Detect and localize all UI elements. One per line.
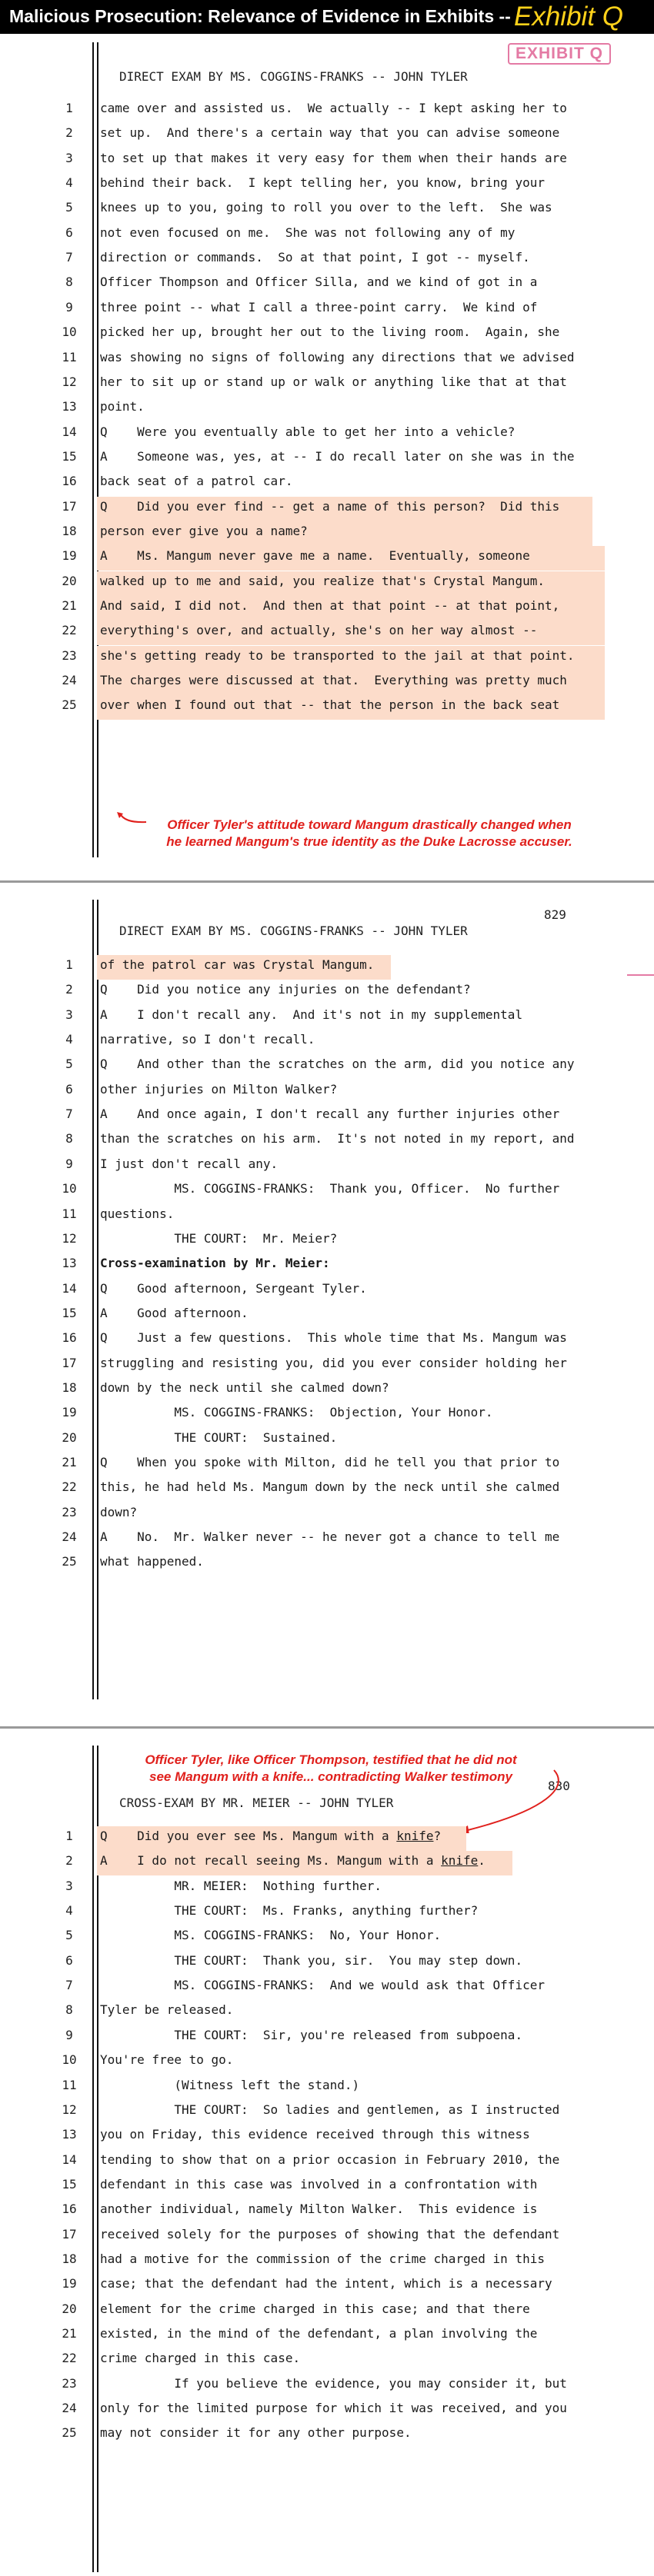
transcript-line: [0, 397, 654, 421]
line-number: 20: [62, 573, 77, 588]
line-text: walked up to me and said, you realize that's Crystal Mangum.: [100, 573, 545, 588]
transcript-line: [0, 2225, 654, 2249]
line-text: person ever give you a name?: [100, 523, 308, 538]
line-text: three point -- what I call a three-point carry. We kind of: [100, 299, 538, 315]
transcript-line: [0, 1054, 654, 1079]
line-number: 18: [62, 523, 77, 538]
transcript-line: [0, 1527, 654, 1552]
underlined-word: knife: [396, 1829, 434, 1843]
transcript-line: [0, 596, 654, 621]
annotation-line: Officer Tyler's attitude toward Mangum drastically changed when: [167, 817, 572, 832]
line-number: 9: [65, 299, 73, 315]
transcript-line: [0, 322, 654, 347]
page-number: 830: [548, 1779, 570, 1793]
line-text: other injuries on Milton Walker?: [100, 1081, 338, 1097]
line-text: struggling and resisting you, did you ever consider holding her: [100, 1355, 567, 1370]
transcript-line: [0, 2100, 654, 2125]
transcript-line: [0, 1104, 654, 1129]
transcript-line: [0, 1503, 654, 1527]
line-text: not even focused on me. She was not following any of my: [100, 225, 516, 240]
line-number: 23: [62, 1504, 77, 1519]
line-number: 12: [62, 374, 77, 389]
transcript-page-3: [0, 1730, 654, 2576]
transcript-line: [0, 2299, 654, 2324]
line-number: 24: [62, 2401, 77, 2416]
transcript-line: [0, 148, 654, 173]
transcript-line: [0, 1353, 654, 1378]
transcript-line: [0, 1975, 654, 2000]
line-text: to set up that makes it very easy for them when their hands are: [100, 150, 567, 165]
line-text: THE COURT: Sir, you're released from subpoena.: [100, 2027, 523, 2042]
line-number: 8: [65, 2002, 73, 2018]
line-text: element for the crime charged in this case; and that there: [100, 2301, 530, 2316]
line-number: 1: [65, 101, 73, 115]
line-number: 20: [62, 1429, 77, 1445]
line-text: over when I found out that -- that the person in the back seat: [100, 697, 560, 713]
line-text: Q Just a few questions. This whole time that Ms. Mangum was: [100, 1330, 567, 1346]
line-number: 6: [65, 225, 73, 240]
line-text: you on Friday, this evidence received through this witness: [100, 2127, 530, 2142]
line-text: Q Were you eventually able to get her into a vehicle?: [100, 424, 516, 439]
line-text: her to sit up or stand up or walk or anything like that at that: [100, 374, 567, 389]
line-number: 21: [62, 598, 77, 613]
line-text: another individual, namely Milton Walker. This evidence is: [100, 2202, 538, 2217]
line-number: 16: [62, 1330, 77, 1346]
line-text: existed, in the mind of the defendant, a plan involving the: [100, 2326, 538, 2341]
line-text: picked her up, brought her out to the living room. Again, she: [100, 324, 560, 340]
transcript-line: [0, 1876, 654, 1901]
line-text: what happened.: [100, 1554, 204, 1569]
line-number: 21: [62, 1455, 77, 1469]
line-text: MS. COGGINS-FRANKS: And we would ask that Officer: [100, 1978, 545, 1993]
exhibit-stamp: EXHIBIT Q: [508, 43, 611, 65]
line-number: 18: [62, 1380, 77, 1395]
line-number: 22: [62, 1479, 77, 1495]
transcript-line: [0, 248, 654, 272]
line-text: A Ms. Mangum never gave me a name. Eventually, someone: [100, 548, 530, 564]
underlined-word: knife: [441, 1853, 479, 1869]
line-number: 7: [65, 1107, 73, 1122]
transcript-line: [0, 1428, 654, 1453]
line-number: 23: [62, 2375, 77, 2391]
transcript-line: [0, 1129, 654, 1153]
line-text: Tyler be released.: [100, 2002, 234, 2018]
transcript-line: [0, 1925, 654, 1950]
running-header: DIRECT EXAM BY MS. COGGINS-FRANKS -- JOHN TYLER: [119, 924, 468, 938]
line-text: crime charged in this case.: [100, 2351, 301, 2366]
line-number: 7: [65, 250, 73, 265]
line-number: 15: [62, 1305, 77, 1320]
transcript-line: [0, 671, 654, 695]
transcript-page-1: [0, 38, 654, 877]
line-text: only for the limited purpose for which it was received, and you: [100, 2401, 567, 2416]
page-title: Malicious Prosecution: Relevance of Evidence in Exhibits --: [9, 6, 511, 26]
transcript-line: [0, 1204, 654, 1229]
line-number: 11: [62, 1206, 77, 1221]
line-number: 19: [62, 1405, 77, 1420]
line-text: If you believe the evidence, you may consider it, but: [100, 2375, 567, 2391]
transcript-line: [0, 1951, 654, 1975]
line-text: THE COURT: Ms. Franks, anything further?: [100, 1903, 479, 1919]
line-text: THE COURT: Sustained.: [100, 1429, 338, 1445]
line-number: 25: [62, 2425, 77, 2441]
line-text: behind their back. I kept telling her, you know, bring your: [100, 175, 545, 191]
page-divider: [0, 880, 654, 883]
line-number: 11: [62, 349, 77, 364]
line-text: narrative, so I don't recall.: [100, 1032, 315, 1047]
transcript-line: [0, 2249, 654, 2274]
line-text: A Someone was, yes, at -- I do recall later on she was in the: [100, 448, 575, 464]
transcript-line: [0, 272, 654, 297]
transcript-line: [0, 2324, 654, 2348]
transcript-line: [0, 1328, 654, 1353]
transcript-line: [0, 1477, 654, 1502]
line-number: 22: [62, 2351, 77, 2366]
line-number: 21: [62, 2326, 77, 2341]
transcript-line: [0, 1378, 654, 1403]
transcript-line: [0, 1826, 654, 1851]
line-number: 14: [62, 424, 77, 439]
transcript-line: [0, 372, 654, 397]
line-number: 14: [62, 1280, 77, 1296]
line-text: A Good afternoon.: [100, 1305, 249, 1320]
line-number: 19: [62, 2276, 77, 2291]
transcript-line: [0, 521, 654, 546]
line-text: point.: [100, 399, 145, 414]
line-text: defendant in this case was involved in a confrontation with: [100, 2176, 538, 2192]
line-text: Q Good afternoon, Sergeant Tyler.: [100, 1280, 367, 1296]
line-number: 5: [65, 1057, 73, 1072]
line-number: 2: [65, 125, 73, 141]
annotation-line: he learned Mangum's true identity as the Duke Lacrosse accuser.: [166, 834, 572, 849]
line-text: (Witness left the stand.): [100, 2077, 360, 2092]
transcript-line: [0, 2199, 654, 2224]
transcript-line: [0, 2025, 654, 2050]
transcript-line: [0, 2075, 654, 2100]
transcript-line: [0, 646, 654, 671]
line-number: 22: [62, 623, 77, 638]
line-text: down?: [100, 1504, 138, 1519]
line-text: A I do not recall seeing Ms. Mangum with a knife.: [100, 1853, 485, 1869]
transcript-line: [0, 546, 654, 571]
line-number: 15: [62, 2176, 77, 2192]
annotation-line: see Mangum with a knife... contradicting Walker testimony: [148, 1769, 512, 1784]
line-number: 14: [62, 2152, 77, 2167]
transcript-line: [0, 2125, 654, 2149]
line-text: received solely for the purposes of showing that the defendant: [100, 2226, 560, 2242]
line-number: 4: [65, 175, 73, 191]
line-text: MS. COGGINS-FRANKS: Thank you, Officer. No further: [100, 1181, 560, 1196]
line-text: I just don't recall any.: [100, 1156, 279, 1171]
line-number: 2: [65, 1853, 73, 1869]
line-text: knees up to you, going to roll you over to the left. She was: [100, 200, 552, 215]
line-number: 6: [65, 1081, 73, 1097]
annotation-arrow-icon: [454, 1764, 569, 1833]
transcript-line: [0, 1303, 654, 1328]
line-text: A And once again, I don't recall any further injuries other: [100, 1107, 560, 1122]
line-text: down by the neck until she calmed down?: [100, 1380, 389, 1395]
line-text: MR. MEIER: Nothing further.: [100, 1878, 382, 1893]
transcript-line: [0, 1229, 654, 1253]
line-number: 12: [62, 2102, 77, 2117]
transcript-line: [0, 2000, 654, 2025]
transcript-line: [0, 1030, 654, 1054]
line-number: 13: [62, 1256, 77, 1271]
line-text: came over and assisted us. We actually -- I kept asking her to: [100, 101, 567, 115]
transcript-line: [0, 2050, 654, 2075]
line-text: this, he had held Ms. Mangum down by the neck until she calmed: [100, 1479, 560, 1495]
line-text: Q And other than the scratches on the arm, did you notice any: [100, 1057, 575, 1072]
line-text: everything's over, and actually, she's on her way almost --: [100, 623, 538, 638]
transcript-line: [0, 422, 654, 447]
line-text: The charges were discussed at that. Everything was pretty much: [100, 673, 567, 688]
line-number: 8: [65, 275, 73, 290]
transcript-line: [0, 1080, 654, 1104]
line-number: 25: [62, 1554, 77, 1569]
line-text: back seat of a patrol car.: [100, 474, 293, 489]
line-number: 5: [65, 200, 73, 215]
transcript-line: [0, 173, 654, 198]
line-number: 1: [65, 1829, 73, 1843]
transcript-line: [0, 2150, 654, 2175]
line-number: 4: [65, 1032, 73, 1047]
transcript-line: [0, 1901, 654, 1925]
transcript-line: [0, 1005, 654, 1030]
transcript-line: [0, 2423, 654, 2448]
line-text: was showing no signs of following any directions that we advised: [100, 349, 575, 364]
line-text: MS. COGGINS-FRANKS: No, Your Honor.: [100, 1928, 442, 1943]
line-text: case; that the defendant had the intent, which is a necessary: [100, 2276, 552, 2291]
line-text: Q Did you ever see Ms. Mangum with a knife?: [100, 1829, 442, 1843]
line-text: tending to show that on a prior occasion in February 2010, the: [100, 2152, 560, 2167]
transcript-line: [0, 348, 654, 372]
transcript-line: [0, 1279, 654, 1303]
line-number: 10: [62, 1181, 77, 1196]
running-header: DIRECT EXAM BY MS. COGGINS-FRANKS -- JOHN TYLER: [119, 69, 468, 84]
header-bar: [0, 0, 654, 34]
page-number: 829: [544, 907, 566, 922]
transcript-line: [0, 98, 654, 123]
line-text: Q Did you notice any injuries on the defendant?: [100, 982, 471, 997]
line-text: A No. Mr. Walker never -- he never got a chance to tell me: [100, 1529, 560, 1545]
transcript-line: [0, 223, 654, 248]
annotation-line: Officer Tyler, like Officer Thompson, testified that he did not: [145, 1752, 517, 1767]
transcript-line: [0, 471, 654, 496]
line-number: 24: [62, 1529, 77, 1545]
transcript-line: [0, 1552, 654, 1576]
line-number: 2: [65, 982, 73, 997]
line-number: 24: [62, 673, 77, 688]
transcript-line: [0, 621, 654, 645]
line-number: 4: [65, 1903, 73, 1919]
line-number: 9: [65, 1156, 73, 1171]
line-number: 18: [62, 2251, 77, 2266]
line-text: A I don't recall any. And it's not in my supplemental: [100, 1007, 523, 1022]
transcript-line: [0, 497, 654, 521]
transcript-line: [0, 955, 654, 980]
line-text: And said, I did not. And then at that point -- at that point,: [100, 598, 560, 613]
line-number: 17: [62, 2226, 77, 2242]
transcript-line: [0, 1851, 654, 1875]
line-number: 7: [65, 1978, 73, 1993]
line-number: 3: [65, 1878, 73, 1893]
line-number: 11: [62, 2077, 77, 2092]
line-number: 23: [62, 647, 77, 663]
line-number: 10: [62, 2052, 77, 2068]
line-text: may not consider it for any other purpose.: [100, 2425, 412, 2441]
line-text: THE COURT: Thank you, sir. You may step down.: [100, 1952, 523, 1968]
transcript-line: [0, 1179, 654, 1203]
line-text: THE COURT: So ladies and gentlemen, as I instructed: [100, 2102, 560, 2117]
line-text: THE COURT: Mr. Meier?: [100, 1230, 338, 1246]
line-number: 16: [62, 474, 77, 489]
line-text: had a motive for the commission of the crime charged in this: [100, 2251, 545, 2266]
line-text: she's getting ready to be transported to the jail at that point.: [100, 647, 575, 663]
line-text: direction or commands. So at that point, I got -- myself.: [100, 250, 530, 265]
transcript-line: [0, 2348, 654, 2373]
transcript-line: [0, 1403, 654, 1427]
line-text: Cross-examination by Mr. Meier:: [100, 1256, 330, 1271]
page-divider: [0, 1726, 654, 1729]
transcript-line: [0, 1453, 654, 1477]
transcript-line: [0, 2398, 654, 2423]
transcript-line: [0, 980, 654, 1004]
line-number: 5: [65, 1928, 73, 1943]
line-text: Officer Thompson and Officer Silla, and we kind of got in a: [100, 275, 538, 290]
line-number: 6: [65, 1952, 73, 1968]
line-number: 3: [65, 150, 73, 165]
line-text: Q When you spoke with Milton, did he tell you that prior to: [100, 1455, 560, 1469]
line-number: 3: [65, 1007, 73, 1022]
line-text: than the scratches on his arm. It's not noted in my report, and: [100, 1131, 575, 1147]
exhibit-label: Exhibit Q: [514, 2, 623, 32]
line-text: set up. And there's a certain way that you can advise someone: [100, 125, 560, 141]
line-text: questions.: [100, 1206, 175, 1221]
line-number: 12: [62, 1230, 77, 1246]
line-number: 16: [62, 2202, 77, 2217]
line-text: of the patrol car was Crystal Mangum.: [100, 957, 375, 972]
transcript-line: [0, 2175, 654, 2199]
line-text: You're free to go.: [100, 2052, 234, 2068]
line-number: 15: [62, 448, 77, 464]
transcript-line: [0, 2374, 654, 2398]
transcript-line: [0, 298, 654, 322]
running-header: CROSS-EXAM BY MR. MEIER -- JOHN TYLER: [119, 1796, 394, 1810]
line-number: 1: [65, 957, 73, 972]
annotation-note: [115, 817, 623, 850]
line-number: 13: [62, 399, 77, 414]
transcript-line: [0, 198, 654, 222]
transcript-line: [0, 2274, 654, 2298]
line-number: 20: [62, 2301, 77, 2316]
transcript-line: [0, 695, 654, 720]
transcript-line: [0, 123, 654, 148]
line-number: 9: [65, 2027, 73, 2042]
line-text: Q Did you ever find -- get a name of this person? Did this: [100, 498, 560, 514]
line-number: 8: [65, 1131, 73, 1147]
line-number: 17: [62, 498, 77, 514]
transcript-line: [0, 571, 654, 596]
transcript-line: [0, 447, 654, 471]
transcript-line: [0, 1154, 654, 1179]
transcript-line: [0, 1253, 654, 1278]
line-text: MS. COGGINS-FRANKS: Objection, Your Honor.: [100, 1405, 493, 1420]
line-number: 19: [62, 548, 77, 564]
transcript-page-2: [0, 884, 654, 1722]
line-number: 17: [62, 1355, 77, 1370]
line-number: 13: [62, 2127, 77, 2142]
line-number: 10: [62, 324, 77, 340]
line-number: 25: [62, 697, 77, 713]
